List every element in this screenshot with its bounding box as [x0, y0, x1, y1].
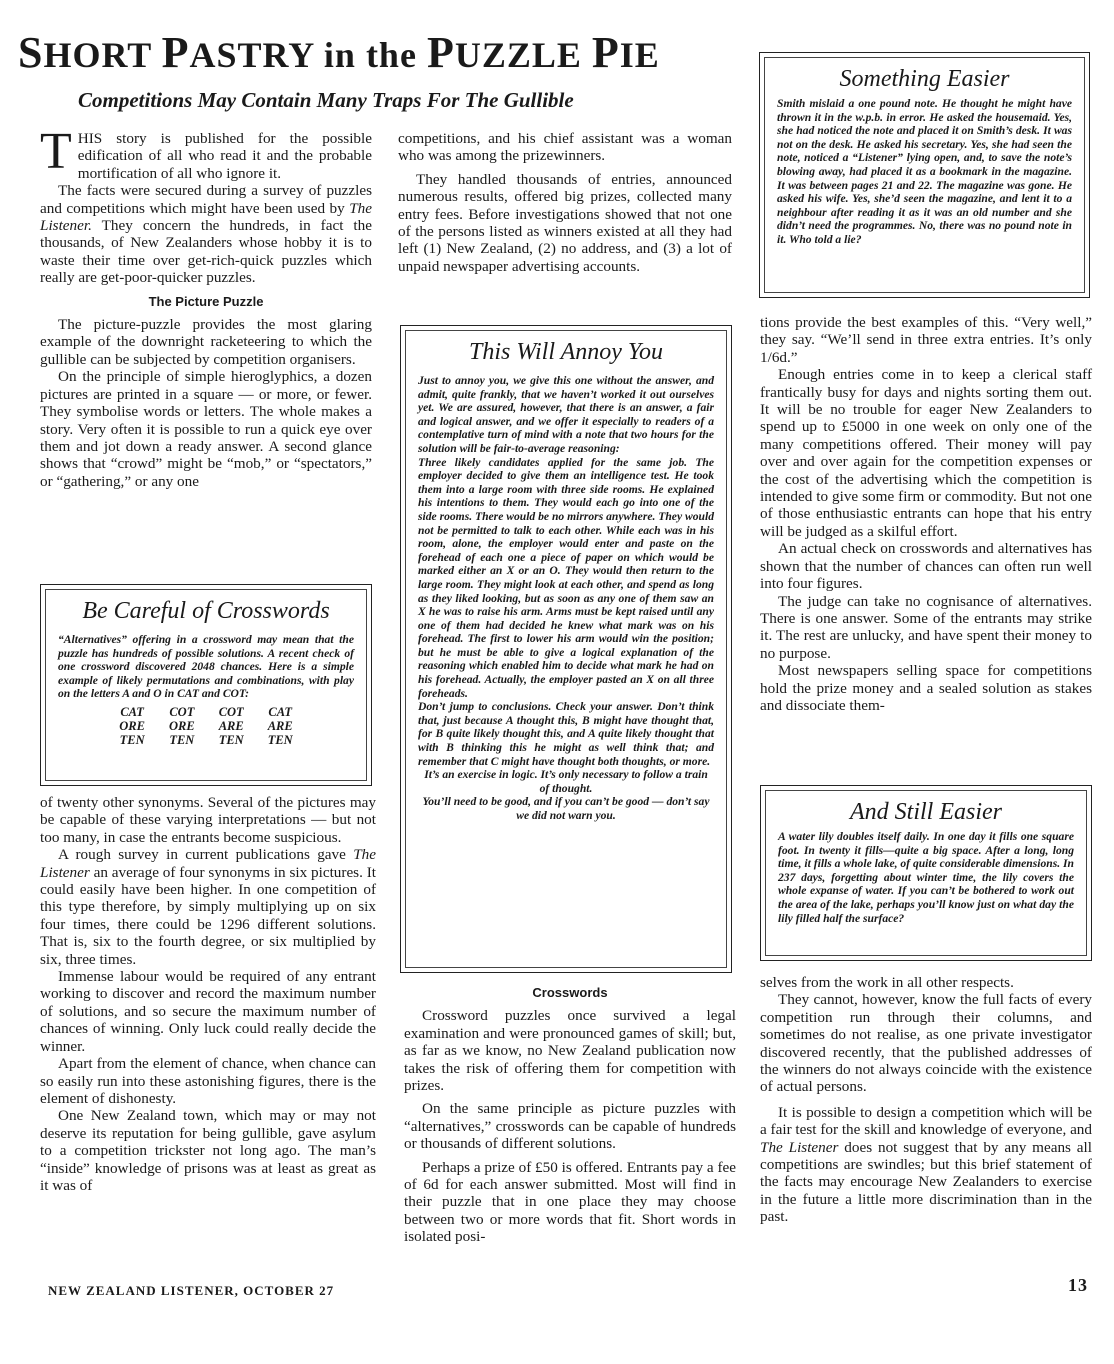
box-text: It’s an exercise in logic. It’s only necessary to follow a train of thought. — [424, 768, 708, 795]
paragraph-intro: THIS story is published for the possible edification of all who read it and the probable mortification of all who ignore it. — [40, 123, 372, 182]
paragraph: They handled thousands of entries, announced numerous results, offered big prizes, collected many entry fees. Before investigations showed that not one of the persons listed as winners existed at all they had left (1) New Zealand, (2) no address, and (3) a lot of unpaid newspaper advertising accounts. — [398, 170, 732, 275]
paragraph: Enough entries come in to keep a clerical staff frantically busy for days and nights sorting them out. It will be no trouble for eager New Zealanders to spend up to £5000 in one week on only one of the many competitions offered. Their money will pay over and over again for the competition expenses or the cost of the advertising which the competition is intended to give some firm or commodity. But not one of those enthusiastic entrants can hope that his entry will be judged as a skilful effort. — [760, 366, 1092, 540]
paragraph: selves from the work in all other respects. — [760, 974, 1014, 991]
box-text: Just to annoy you, we give this one without the answer, and admit, quite frankly, that we haven’t worked it out ourselves yet. We are assured, however, that there is an answer, a fair and logical answer, and we offer it especially to readers of a contemplative turn of mind with a note that two hours for the solution will be fair-to-average reasoning: — [418, 374, 714, 455]
box-title: Something Easier — [839, 66, 1010, 92]
paragraph: Immense labour would be required of any entrant working to discover and record the maximum number of solutions, and so secure the maximum number of chances of winning. Only luck could really decide the winner. — [40, 968, 376, 1055]
box-title: And Still Easier — [850, 799, 1002, 825]
paragraph: One New Zealand town, which may or may not deserve its reputation for being gullible, gave asylum to a competition trickster not long ago. The man’s “inside” knowledge of prisons was at least as great as it was of — [40, 1107, 376, 1194]
paragraph: A rough survey in current publications gave The Listener an average of four synonyms in six pictures. It could easily have been higher. In one competition of this type therefore, by simply multiplying up on six four times, there could be 1296 different solutions. That is, six to the fourth degree, or six multiplied by six, three times. — [40, 846, 376, 968]
box-be-careful-of-crosswords — [40, 584, 372, 786]
paragraph: The judge can take no cognisance of alternatives. There is one answer. Some of the entrants may strike it. The rest are unlucky, and have spent their money to no purpose. — [760, 592, 1092, 662]
column-2-bottom — [404, 984, 736, 1246]
column-2-top — [398, 130, 732, 275]
footer-publication: NEW ZEALAND LISTENER, OCTOBER 27 — [48, 1283, 335, 1298]
paragraph: On the principle of simple hieroglyphics, a dozen pictures are printed in a square — or more, or fewer. They symbolise words or letters. The whole makes a story. Very often it is possible to run a quick eye over them and jot down a ready answer. A second glance shows that “crowd” might be “mob,” or “spectators,” or “gathering,” or any one — [40, 368, 372, 490]
box-text: Smith mislaid a one pound note. He thought he might have thrown it in the w.p.b. in error. He asked the housemaid. Yes, she had noticed the note and placed it on Smith’s desk. It was not on the desk. He asked his secretary. Yes, she had seen the note, noticed a “Listener” lying open, and, to save the note’s blowing away, had placed it as a bookmark in the magazine. It was between pages 21 and 22. The magazine was gone. He asked his wife. Yes, she’d seen the magazine, and lent it to a neighbour after reading it as it was an old number and she didn’t need the programmes. No, there was no pound note in it. Who told a lie? — [777, 97, 1072, 246]
paragraph: of twenty other synonyms. Several of the pictures may be capable of these varying interpretations — but not too many, in case the entrants become suspicious. — [40, 794, 376, 846]
paragraph: The facts were secured during a survey of puzzles and competitions which might have been used by The Listener. They concern the hundreds, in fact the thousands, of New Zealanders whose hobby it is to waste their time over get-rich-quick puzzles which really are get-poor-quicker puzzles. — [40, 182, 372, 287]
section-heading-picture-puzzle: The Picture Puzzle — [148, 293, 264, 309]
paragraph: Most newspapers selling space for competitions hold the prize money and a sealed solution as stakes and dissociate them- — [760, 662, 1092, 714]
page-number: 13 — [1068, 1275, 1088, 1295]
paragraph: Perhaps a prize of £50 is offered. Entrants pay a fee of 6d for each answer submitted. Most will find in their puzzle that in one place they may choose between two or more words that fit. Short words in isolated posi- — [404, 1158, 736, 1246]
box-text: You’ll need to be good, and if you can’t be good — don’t say we did not warn you. — [422, 795, 710, 822]
box-something-easier — [759, 52, 1090, 298]
box-this-will-annoy-you — [400, 325, 732, 973]
paragraph: An actual check on crosswords and alternatives has shown that the number of chances can often run well into four figures. — [760, 540, 1092, 593]
paragraph: It is possible to design a competition which will be a fair test for the skill and knowledge of everyone, and The Listener does not suggest that by any means all competitions are swindles; but this brief statement of the facts may encourage New Zealanders to exercise in the future a little more discrimination than in the past. — [760, 1103, 1092, 1226]
box-text: A water lily doubles itself daily. In one day it fills one square foot. In twenty it fills—quite a big space. After a long, long time, it fills a whole lake, of quite considerable dimensions. In 237 days, forgetting about winter time, the lily covers the whole expanse of water. If you can’t be bothered to work out the area of the lake, perhaps you’ll know just on what day the lily filled half the surface? — [778, 830, 1074, 925]
drop-cap: T — [40, 123, 72, 180]
subtitle: Competitions May Contain Many Traps For The Gullible — [78, 88, 574, 112]
box-text: “Alternatives” offering in a crossword may mean that the puzzle has hundreds of possible solutions. A recent check of one crossword discovered 2048 chances. Here is a simple example of likely permutations and combinations, with play on the letters A and O in CAT and COT: — [58, 633, 354, 701]
column-1-bottom — [40, 794, 376, 1194]
column-3-bottom — [760, 974, 1092, 1226]
column-3-top — [760, 314, 1092, 714]
paragraph: tions provide the best examples of this. “Very well,” they say. “We’ll send in three extra entries. It’s only 1/6d.” — [760, 314, 1092, 366]
word-grid: CAT COT COT CAT ORE ORE ARE ARE TEN TEN TEN TEN — [119, 704, 293, 747]
paragraph: competitions, and his chief assistant was a woman who was among the prizewinners. — [398, 130, 732, 165]
box-title: This Will Annoy You — [468, 339, 664, 365]
headline: SHORT PASTRY in the PUZZLE PIE — [18, 28, 660, 77]
box-title: Be Careful of Crosswords — [82, 598, 330, 624]
paragraph: Crossword puzzles once survived a legal examination and were pronounced games of skill; but, as far as we know, no New Zealand publication now takes the risk of offering them for competition with prizes. — [404, 1007, 736, 1095]
section-heading-crosswords: Crosswords — [532, 985, 608, 1000]
box-text: Don’t jump to conclusions. Check your answer. Don’t think that, just because A thought this, B might have thought that, for B quite likely thought this, and A quite likely thought that with B thinking this he might as well think that; and remember that C might have thought both thoughts, or more. — [418, 700, 714, 768]
paragraph: On the same principle as picture puzzles with “alternatives,” crosswords can be capable of hundreds or thousands of different solutions. — [404, 1100, 736, 1153]
paragraph: The picture-puzzle provides the most glaring example of the downright racketeering to which the gullible can be subjected by competition organisers. — [40, 316, 372, 368]
paragraph: They cannot, however, know the full facts of every competition run through their columns, and sometimes do not realise, as one private investigator discovered recently, that the published addresses of the winners do not always coincide with the existence of actual persons. — [760, 991, 1092, 1096]
column-1-top — [40, 123, 372, 490]
box-text: Three likely candidates applied for the same job. The employer decided to give them an intelligence test. He took them into a large room with three side rooms. He explained his intentions to them. They would each go into one of the side rooms. There would be no mirrors anywhere. They would not be permitted to talk to each other. While each was in his room, alone, the employer would enter and paste on the forehead of each one a piece of paper on which would be marked either an X or an O. They would then return to the large room. They might look at each other, and spend as long as they liked looking, but as soon as any one of them saw an X he was to raise his arm. Arms must be kept raised until any one of them had decided he knew what mark was on his forehead. The first to lower his arm would win the position; but he must be able to give a logical explanation of the reasoning which enabled him to decide what mark he had on his forehead. Actually, the employer pasted an X on all three foreheads. — [418, 455, 714, 700]
box-and-still-easier — [760, 785, 1092, 961]
paragraph: Apart from the element of chance, when chance can so easily run into these astonishing figures, there is the element of dishonesty. — [40, 1055, 376, 1107]
